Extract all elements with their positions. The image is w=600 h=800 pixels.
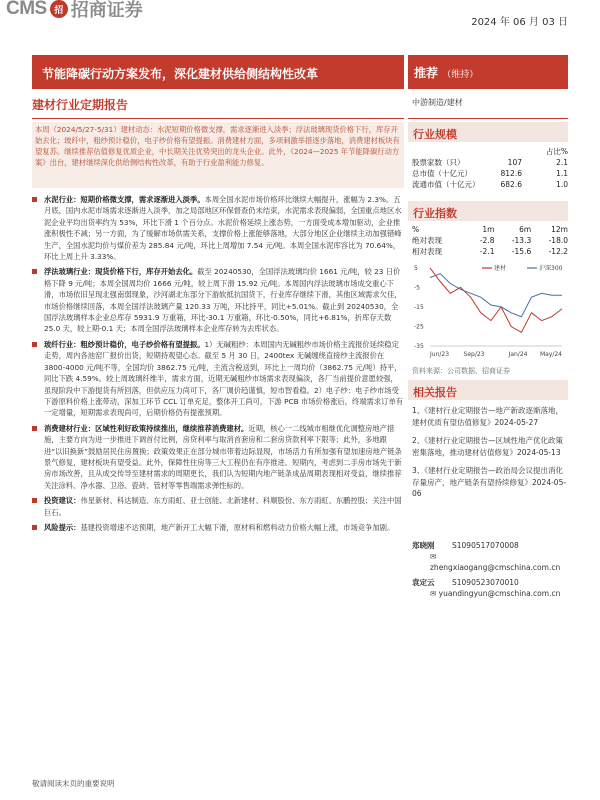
- bullet-icon: [32, 342, 37, 347]
- section-text: 截至 20240530，全国浮法玻璃均价 1661 元/吨，较 23 日价格下降 9 元/吨；本周全国周均价 1666 元/吨，较上周下滑 15.92 元/吨。本周国内浮法玻璃市场成交重心下滑，市场依旧呈现北强南弱现象，沙河湖北东部分下游软抵抗国货下，行业库存继续下滑，其他区域需求欠佳，市场价格继续回落，本周全国浮法玻璃产量 120.33 万吨，环比持平，同比+5.01%。截止到 20240530，全国浮法玻璃样本企业总库存 5931.9 万重箱，环比-30.1 万重箱，环比-0.50%，同比+6.81%，折库存天数 25.0 天，较上期-0.1 天；本周全国浮法玻璃样本企业库存转为去库状态。: [44, 267, 402, 334]
- section-consumer: [32, 423, 404, 491]
- rating-label: 推荐: [414, 66, 439, 80]
- bullet-icon: [32, 426, 37, 431]
- related-reports: [412, 405, 568, 507]
- x-tick-label: Jun/23: [430, 351, 450, 358]
- y-tick-label: -35: [414, 343, 424, 350]
- logo-cn: 招商证券: [70, 0, 143, 21]
- report-date: 2024 年 06 月 03 日: [471, 17, 568, 28]
- analyst-email[interactable]: yuandingyun@cmschina.com.cn: [438, 589, 561, 598]
- analyst-cert: S1090523070010: [452, 578, 519, 587]
- related-reports-title: 相关报告: [408, 380, 568, 400]
- section-glass: [32, 266, 404, 334]
- row-value: 682.6: [500, 180, 522, 189]
- analyst-email[interactable]: zhengxiaogang@cmschina.com.cn: [430, 563, 561, 572]
- logo-cms: CMS: [6, 0, 47, 19]
- row-value: -12.2: [548, 247, 568, 256]
- section-text: 伟星新材、科达制造、东方雨虹、亚士创能、北新建材、科顺股份、东方雨虹、东鹏控股；关注中国巨石。: [44, 496, 402, 517]
- section-lead: 消费建材行业：区域性利好政策持续推出，继续推荐消费建材。: [44, 423, 249, 433]
- y-tick-label: -15: [414, 303, 424, 311]
- bullet-icon: [32, 498, 37, 503]
- row-label: 相对表现: [412, 247, 442, 256]
- company-logo: [6, 0, 143, 20]
- y-tick-label: -25: [414, 323, 424, 331]
- section-lead: 浮法玻璃行业：现货价格下行，库存开始去化。: [44, 267, 198, 277]
- section-lead: 水泥行业：短期价格微支撑，需求逐渐进入淡季。: [44, 195, 205, 204]
- col-header: 6m: [519, 225, 532, 234]
- related-report-item[interactable]: 2、《建材行业定期报告—区域性地产优化政策密集落地，推动建材估值修复》2024-05-13: [412, 436, 564, 457]
- chart-source: 资料来源：公司数据、招商证券: [412, 367, 510, 375]
- series-line-1: [430, 274, 562, 317]
- industry-scale-table: [412, 146, 568, 190]
- col-header: 1m: [482, 225, 495, 234]
- legend-label: 沪深300: [539, 265, 563, 272]
- row-value: 812.6: [500, 169, 522, 178]
- col-header: 12m: [551, 225, 568, 234]
- row-value: -2.8: [479, 236, 495, 245]
- analyst-cert: S1090517070008: [452, 541, 519, 550]
- report-subtitle: 建材行业定期报告: [32, 98, 129, 112]
- table-row: [412, 179, 568, 190]
- related-report-item[interactable]: 3、《建材行业定期报告—政治局会议提出消化存量房产，地产链条有望持续修复》2024-05-06: [412, 466, 567, 498]
- header: [0, 0, 600, 38]
- rating-sub: （维持）: [442, 70, 479, 80]
- row-value: -2.1: [479, 247, 495, 256]
- main-body: [32, 194, 404, 537]
- row-label: 流通市值（十亿元）: [412, 180, 480, 189]
- divider: [32, 118, 404, 119]
- series-line-0: [430, 268, 562, 332]
- y-tick-label: -5: [414, 284, 420, 292]
- analyst-name: 郑晓刚: [412, 541, 435, 550]
- section-text: 基建投资增速不达预期，地产新开工大幅下滑，原材料和燃料动力价格大幅上涨，市场竞争加剧。: [80, 522, 395, 532]
- rating-badge: [408, 55, 568, 89]
- section-lead: 投资建议：: [44, 496, 81, 506]
- section-fiberglass: [32, 339, 404, 419]
- mail-icon: ✉: [430, 552, 437, 561]
- section-lead: 风险提示：: [44, 522, 81, 532]
- section-text: 本周全国水泥市场价格环比继续大幅提升，涨幅为 2.3%。五月底，国内水泥市场需求逐渐进入淡季，加之局部地区环保督查仍未结束，水泥需求表现偏弱，全国重点地区水泥企业平均出货率约为 53%，环比下滑 1 个百分点。水泥价格延续上涨态势，一方面受成本增加驱动，企业推涨积极性不减；另一方面，为了缓解市场供需关系，支撑价格上涨能够落地，大部分地区企业继续主动加强错峰生产，全国水泥均价与煤价差为 285.84 元/吨，环比上周增加 7.54 元/吨。本周全国水泥库容比为 70.64%，环比上周上升 3.33%。: [44, 195, 402, 262]
- row-label: 总市值（十亿元）: [412, 169, 472, 178]
- pct-header: 占比%: [545, 147, 568, 156]
- section-cement: [32, 194, 404, 262]
- section-text: 近期，核心一二线城市相继优化调整房地产措施，主要方向为进一步推进下调首付比例，房贷利率与取消首套房和二套房贷款利率下限等；此外，多地跟进“以旧换新”鼓励居民住房置换；政策效果正在部分城市带着边际显现，市场活力有所加强有望加速房地产链条景气修复，建材板块有望受益。此外，保障性住房等三大工程仍在有序推进。短期内，考虑到二手房市场先于新房市场改善，且从成交传导至建材需求的周期更长，我们认为短期内地产链条成品周期表现相对受益，继续推荐关注涂料、净水器、卫浴、瓷砖、管材等零售端需求弹性标的。: [44, 423, 402, 490]
- row-value: -18.0: [548, 236, 568, 245]
- y-tick-label: 5: [414, 264, 418, 272]
- row-label: 股票家数（只）: [412, 158, 465, 167]
- row-pct: 2.1: [556, 158, 568, 167]
- row-value: -15.6: [511, 247, 532, 256]
- x-tick-label: May/24: [539, 351, 562, 358]
- x-tick-label: Sep/23: [463, 351, 485, 358]
- row-pct: 1.0: [556, 180, 568, 189]
- analyst-name: 袁定云: [412, 578, 435, 587]
- bullet-icon: [32, 197, 37, 202]
- x-tick-label: Jan/24: [508, 351, 528, 358]
- index-chart: [412, 256, 568, 361]
- bullet-icon: [32, 269, 37, 274]
- row-value: 107: [507, 158, 522, 167]
- divider: [408, 118, 568, 119]
- summary-box: 本周（2024/5/27-5/31）建材动态：水泥短期价格微支撑，需求逐渐进入淡季；浮法玻璃现货价格下行，库存开始去化；玻纤中，粗纱预计稳价，电子纱价格有望提振。消费建材方面，多项刺激举措逐步落地，消费建材板块有望复苏。继续推荐估值修复优质企业，中长期关注优势突出的龙头企业。此外，《2024—2025 年节能降碳行动方案》出台，建材继续深化供给侧结构性改革，有助于行业盈利能力修复。: [32, 122, 404, 188]
- related-report-item[interactable]: 1、《建材行业定期报告—地产新政逐渐落地，建材优质有望估值修复》2024-05-27: [412, 406, 564, 427]
- section-lead: 玻纤行业：粗纱预计稳价，电子纱价格有望提振。: [44, 339, 205, 349]
- footer-note: 敬请阅读末页的重要说明: [32, 779, 115, 788]
- analysts: [412, 540, 568, 599]
- industry-index-table: [412, 224, 568, 257]
- industry-label: 中游制造/建材: [412, 98, 463, 107]
- bullet-icon: [32, 525, 37, 530]
- row-label: 绝对表现: [412, 236, 442, 245]
- col-header: %: [412, 225, 420, 234]
- row-value: -13.3: [511, 236, 532, 245]
- table-row: [412, 157, 568, 168]
- table-row: [412, 168, 568, 179]
- row-pct: 1.1: [556, 169, 568, 178]
- section-text: 1）无碱粗纱：本周国内无碱粗纱市场价格主流报价延续稳定走势，周内各池窑厂报价出货，短期持观望心态。截至 5 月 30 日，2400tex 无碱缠绕直接纱主流报价在 3800-4000 元/吨不等，全国均价 3862.75 元/吨，主流含税送到，环比上一周均价（3862.75 元/吨）持平，同比下跌 4.59%。较上周玻璃纤维半，需求方面，近期无碱粗纱市场需求表现偏淡，各厂当前提价意愿较强，虽现阶段中下游提货有所回落，但供应压力尚可下，各厂调价趋谨慎，短市智看稳。2）电子纱：电子纱市场受下游原料价格上涨带动，深加工环节 CCL 订单充足，整体开工尚可，下游 PCB 市场价格涨后，终端需求订单有一定增量，短期需求表现尚可，后期价格仍有提涨预期。: [44, 339, 404, 418]
- industry-scale-title: 行业规模: [408, 122, 568, 142]
- section-advice: [32, 495, 404, 518]
- table-row: [412, 235, 568, 246]
- legend-label: 建材: [494, 265, 507, 272]
- logo-seal-icon: 招: [50, 0, 68, 18]
- section-risk: [32, 522, 404, 533]
- industry-index-title: 行业指数: [408, 201, 568, 221]
- mail-icon: ✉: [430, 589, 439, 598]
- report-title: 节能降碳行动方案发布，深化建材供给侧结构性改革: [32, 55, 404, 89]
